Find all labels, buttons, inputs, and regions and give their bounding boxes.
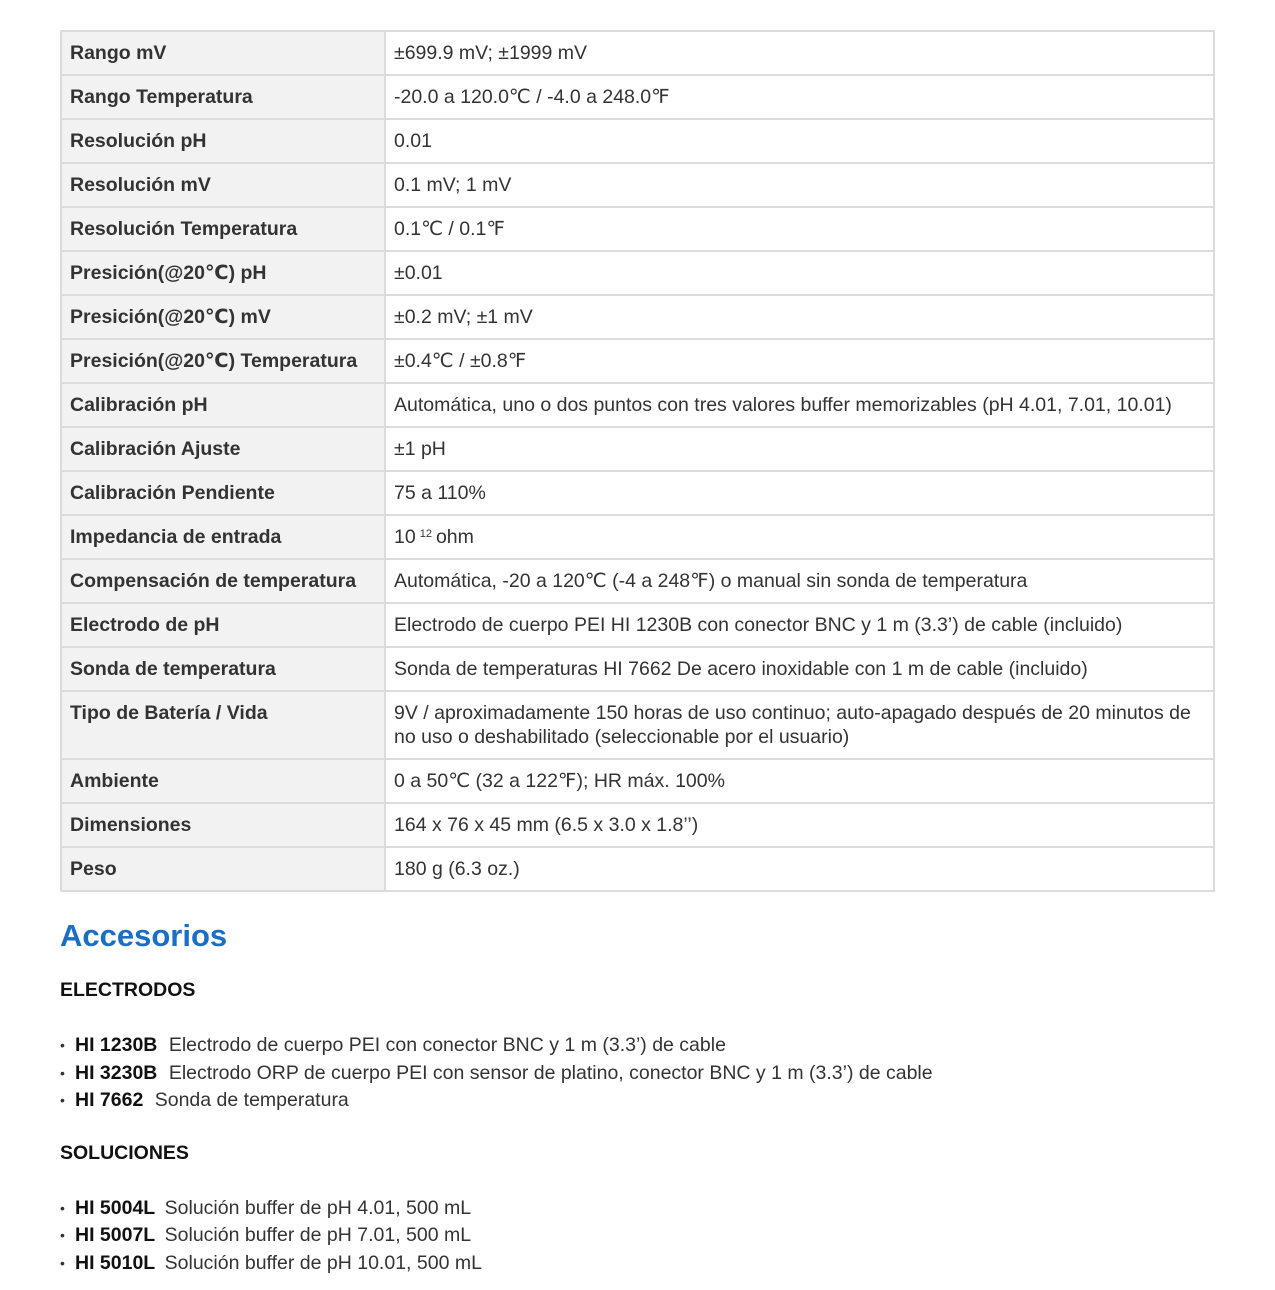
table-row — [61, 515, 1214, 559]
table-row — [61, 847, 1214, 891]
list-item — [60, 1087, 1215, 1115]
product-description: Solución buffer de pH 4.01, 500 mL — [164, 1196, 472, 1219]
spec-label: Ambiente — [61, 759, 385, 803]
product-code: HI 7662 — [75, 1089, 144, 1111]
list-item — [60, 1032, 1215, 1060]
table-row — [61, 295, 1214, 339]
product-description: Sonda de temperatura — [154, 1089, 349, 1111]
table-row — [61, 803, 1214, 847]
spec-value: -20.0 a 120.0℃ / -4.0 a 248.0℉ — [385, 75, 1214, 119]
spec-value: 0.1 mV; 1 mV — [385, 163, 1214, 207]
spec-value: 180 g (6.3 oz.) — [385, 847, 1214, 891]
product-description: Solución buffer de pH 10.01, 500 mL — [164, 1251, 482, 1274]
product-description: Electrodo ORP de cuerpo PEI con sensor de platino, conector BNC y 1 m (3.3’) de cable — [168, 1061, 933, 1084]
bullet-icon: • — [60, 1254, 65, 1271]
spec-label: Sonda de temperatura — [61, 647, 385, 691]
spec-value: 164 x 76 x 45 mm (6.5 x 3.0 x 1.8’’) — [385, 803, 1214, 847]
list-item — [60, 1222, 1215, 1250]
spec-label: Rango mV — [61, 31, 385, 75]
bullet-icon: • — [60, 1199, 65, 1216]
table-row — [61, 383, 1214, 427]
spec-label: Electrodo de pH — [61, 603, 385, 647]
product-code: HI 5007L — [75, 1224, 156, 1246]
spec-value: 0.01 — [385, 119, 1214, 163]
spec-value: ±0.01 — [385, 251, 1214, 295]
product-description: Solución buffer de pH 7.01, 500 mL — [164, 1224, 472, 1246]
table-row — [61, 207, 1214, 251]
table-row — [61, 559, 1214, 603]
spec-value: ±0.2 mV; ±1 mV — [385, 295, 1214, 339]
product-code: HI 1230B — [75, 1034, 158, 1056]
spec-value: ±1 pH — [385, 427, 1214, 471]
spec-label: Rango Temperatura — [61, 75, 385, 119]
table-row — [61, 603, 1214, 647]
spec-label: Calibración Pendiente — [61, 471, 385, 515]
spec-value — [385, 515, 1214, 559]
table-row — [61, 163, 1214, 207]
bullet-icon: • — [60, 1064, 65, 1081]
spec-label: Presición(@20℃) mV — [61, 295, 385, 339]
solutions-list — [60, 1195, 1215, 1278]
table-row — [61, 471, 1214, 515]
table-row — [61, 647, 1214, 691]
spec-value: 0 a 50℃ (32 a 122℉); HR máx. 100% — [385, 759, 1214, 803]
spec-value: 0.1℃ / 0.1℉ — [385, 207, 1214, 251]
table-row — [61, 75, 1214, 119]
product-code: HI 5004L — [75, 1196, 156, 1219]
impedance-base: 10 — [394, 526, 416, 548]
list-item — [60, 1250, 1215, 1278]
spec-value: 75 a 110% — [385, 471, 1214, 515]
product-code: HI 3230B — [75, 1061, 158, 1084]
table-row — [61, 759, 1214, 803]
spec-label: Calibración pH — [61, 383, 385, 427]
spec-label: Compensación de temperatura — [61, 559, 385, 603]
electrodes-heading: ELECTRODOS — [60, 979, 196, 1001]
product-description: Electrodo de cuerpo PEI con conector BNC y 1 m (3.3’) de cable — [168, 1034, 726, 1056]
impedance-exponent: 12 — [419, 528, 432, 540]
spec-label: Peso — [61, 847, 385, 891]
spec-value: Automática, uno o dos puntos con tres valores buffer memorizables (pH 4.01, 7.01, 10.01) — [385, 383, 1214, 427]
table-row — [61, 119, 1214, 163]
spec-label: Dimensiones — [61, 803, 385, 847]
impedance-unit: ohm — [435, 526, 474, 548]
spec-label: Calibración Ajuste — [61, 427, 385, 471]
spec-label: Tipo de Batería / Vida — [61, 691, 385, 759]
bullet-icon: • — [60, 1227, 65, 1243]
spec-value: ±699.9 mV; ±1999 mV — [385, 31, 1214, 75]
spec-label: Presición(@20℃) pH — [61, 251, 385, 295]
table-row — [61, 251, 1214, 295]
spec-label: Resolución pH — [61, 119, 385, 163]
product-code: HI 5010L — [75, 1251, 156, 1274]
table-row — [61, 691, 1214, 759]
solutions-heading: SOLUCIONES — [60, 1141, 189, 1164]
specifications-table — [60, 30, 1215, 892]
list-item — [60, 1195, 1215, 1223]
spec-label: Resolución mV — [61, 163, 385, 207]
list-item — [60, 1060, 1215, 1088]
spec-value: ±0.4℃ / ±0.8℉ — [385, 339, 1214, 383]
spec-label: Resolución Temperatura — [61, 207, 385, 251]
spec-label: Presición(@20℃) Temperatura — [61, 339, 385, 383]
spec-value: Sonda de temperaturas HI 7662 De acero inoxidable con 1 m de cable (incluido) — [385, 647, 1214, 691]
table-row — [61, 427, 1214, 471]
table-row — [61, 339, 1214, 383]
bullet-icon: • — [60, 1037, 65, 1053]
accessories-title: Accesorios — [60, 918, 228, 953]
spec-value: 9V / aproximadamente 150 horas de uso continuo; auto-apagado después de 20 minutos de no uso o deshabilitado (seleccionable por el usuario) — [385, 691, 1214, 759]
electrodes-list — [60, 1032, 1215, 1115]
spec-value: Electrodo de cuerpo PEI HI 1230B con conector BNC y 1 m (3.3’) de cable (incluido) — [385, 603, 1214, 647]
spec-label: Impedancia de entrada — [61, 515, 385, 559]
bullet-icon: • — [60, 1092, 65, 1108]
table-row — [61, 31, 1214, 75]
spec-value: Automática, -20 a 120℃ (-4 a 248℉) o manual sin sonda de temperatura — [385, 559, 1214, 603]
